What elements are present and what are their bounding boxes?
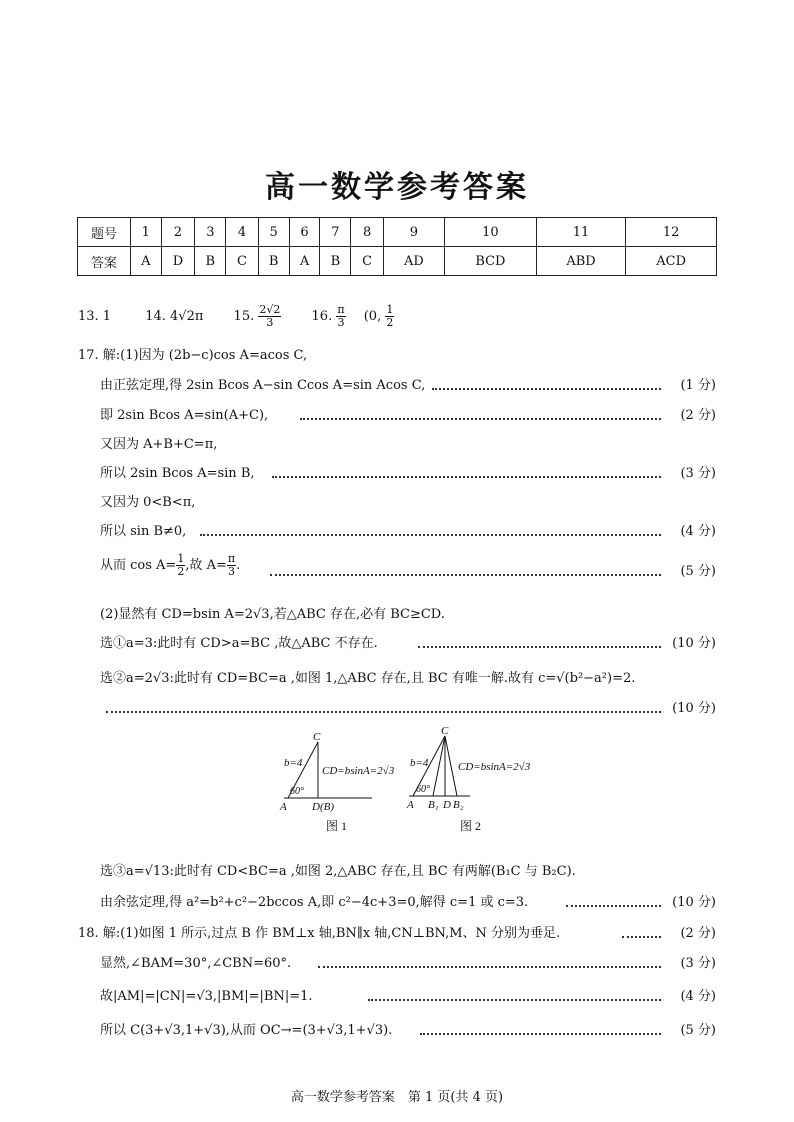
question-number: 9 [383, 218, 444, 247]
table-row [78, 247, 717, 276]
table-row-label: 题号 [78, 218, 131, 247]
fig2-side-cb1 [433, 736, 445, 796]
leader-dots [270, 574, 661, 576]
fraction: $\frac{1}{2}$ [177, 552, 185, 578]
page-title: 高一数学参考答案 [265, 170, 529, 205]
text-span: . [236, 558, 241, 573]
question-number: 8 [351, 218, 383, 247]
answer-cell: A [131, 247, 162, 276]
question-number: 10 [445, 218, 537, 247]
q18-line-1: 18. 解:(1)如图 1 所示,过点 B 作 BM⊥x 轴,BN∥x 轴,CN⊥BN,M、N 分别为垂足. [78, 926, 561, 941]
fig1-caption: 图 1 [326, 819, 348, 833]
q17-choice-2: 选②a=2√3:此时有 CD=BC=a ,如图 1,△ABC 存在,且 BC 有唯一解.故有 c=√(b²−a²)=2. [100, 671, 636, 686]
fig2-label-angle: 60° [416, 784, 430, 795]
score-label: (10 分) [672, 701, 716, 716]
question-number: 12 [626, 218, 717, 247]
q17-line-6: 又因为 0<B<π, [100, 495, 196, 510]
answer-16-interval: (0, [363, 309, 382, 324]
answer-16-fraction: $\frac{\pi}{3}$ [337, 303, 345, 329]
leader-dots [318, 966, 661, 968]
answer-cell: B [320, 247, 351, 276]
fill-in-answers [78, 304, 394, 329]
q17-line-8 [100, 553, 240, 578]
q18-line-4: 所以 C(3+√3,1+√3),从而 OC→=(3+√3,1+√3). [100, 1023, 393, 1038]
q17-cosine-line: 由余弦定理,得 a²=b²+c²−2bccos A,即 c²−4c+3=0,解得 c=1 或 c=3. [100, 895, 529, 910]
score-label: (5 分) [680, 564, 716, 579]
text-span: 从而 cos A= [100, 558, 177, 573]
fig2-label-c: C [441, 726, 449, 737]
answer-16-interval-fraction: $\frac{1}{2}$ [386, 303, 394, 329]
q17-part2-line: (2)显然有 CD=bsin A=2√3,若△ABC 存在,必有 BC≥CD. [100, 607, 445, 622]
table-row [78, 218, 717, 247]
leader-dots [200, 534, 661, 536]
leader-dots [566, 905, 661, 907]
score-label: (3 分) [680, 466, 716, 481]
answer-cell: D [161, 247, 195, 276]
fig2-side-cb2 [445, 736, 457, 796]
leader-dots [272, 476, 661, 478]
leader-dots [420, 1033, 661, 1035]
fig1-label-d: D(B) [312, 801, 334, 813]
leader-dots [418, 646, 661, 648]
answer-cell: BCD [445, 247, 537, 276]
score-label: (4 分) [680, 524, 716, 539]
fig2-label-d: D [443, 799, 451, 811]
table-row-label: 答案 [78, 247, 131, 276]
q18-line-3: 故|AM|=|CN|=√3,|BM|=|BN|=1. [100, 989, 313, 1004]
leader-dots [622, 936, 661, 938]
answer-16-label: 16. [311, 309, 333, 324]
q17-choice-1: 选①a=3:此时有 CD>a=BC ,故△ABC 不存在. [100, 636, 378, 651]
question-number: 11 [536, 218, 625, 247]
score-label: (10 分) [672, 636, 716, 651]
score-label: (5 分) [680, 1023, 716, 1038]
q17-line-3: 即 2sin Bcos A=sin(A+C), [100, 408, 269, 423]
q17-choice-3: 选③a=√13:此时有 CD<BC=a ,如图 2,△ABC 存在,且 BC 有两解(B₁C 与 B₂C). [100, 864, 576, 879]
leader-dots [368, 999, 661, 1001]
q17-line-4: 又因为 A+B+C=π, [100, 437, 218, 452]
answer-cell: C [226, 247, 258, 276]
page-footer: 高一数学参考答案 第 1 页(共 4 页) [290, 1090, 504, 1105]
leader-dots [106, 711, 661, 713]
fig2-label-cd: CD=bsinA=2√3 [458, 761, 531, 773]
answer-cell: ACD [626, 247, 717, 276]
q17-line-2: 由正弦定理,得 2sin Bcos A−sin Ccos A=sin Acos C, [100, 378, 426, 393]
score-label: (10 分) [672, 895, 716, 910]
question-number: 7 [320, 218, 351, 247]
fig2-label-b2: B₂ [453, 799, 464, 811]
answer-cell: A [289, 247, 320, 276]
fraction: $\frac{\pi}{3}$ [227, 552, 236, 578]
question-number: 4 [226, 218, 258, 247]
answer-13: 13. 1 [78, 309, 112, 324]
question-number: 1 [131, 218, 162, 247]
fig1-label-angle: 60° [290, 786, 304, 797]
answer-15-label: 15. [233, 309, 255, 324]
question-number: 5 [258, 218, 289, 247]
q17-line-1: 17. 解:(1)因为 (2b−c)cos A=acos C, [78, 348, 308, 363]
q17-line-5: 所以 2sin Bcos A=sin B, [100, 466, 255, 481]
fig2-label-a: A [407, 799, 414, 811]
answer-cell: B [258, 247, 289, 276]
question-number: 3 [195, 218, 226, 247]
fig1-label-a: A [280, 801, 287, 813]
fig2-label-b: b=4 [410, 757, 429, 769]
score-label: (3 分) [680, 956, 716, 971]
fig2-label-b1: B₁ [428, 799, 439, 811]
leader-dots [432, 388, 661, 390]
q18-line-2: 显然,∠BAM=30°,∠CBN=60°. [100, 956, 292, 971]
score-label: (2 分) [680, 408, 716, 423]
fig1-label-cd: CD=bsinA=2√3 [322, 765, 395, 777]
answer-cell: AD [383, 247, 444, 276]
answer-cell: B [195, 247, 226, 276]
fig1-label-c: C [313, 731, 321, 743]
q17-line-7: 所以 sin B≠0, [100, 524, 187, 539]
question-number: 2 [161, 218, 195, 247]
score-label: (2 分) [680, 926, 716, 941]
fig2-caption: 图 2 [460, 819, 482, 833]
score-label: (1 分) [680, 378, 716, 393]
fig1-label-b: b=4 [284, 757, 303, 769]
score-label: (4 分) [680, 989, 716, 1004]
answer-table [77, 217, 717, 276]
answer-cell: ABD [536, 247, 625, 276]
answer-15-fraction: $\frac{2√2}{3}$ [259, 303, 281, 329]
text-span: ,故 A= [185, 558, 227, 573]
leader-dots [300, 418, 661, 420]
answer-14: 14. 4√2π [145, 309, 204, 324]
answer-cell: C [351, 247, 383, 276]
triangle-figures [270, 726, 570, 838]
question-number: 6 [289, 218, 320, 247]
